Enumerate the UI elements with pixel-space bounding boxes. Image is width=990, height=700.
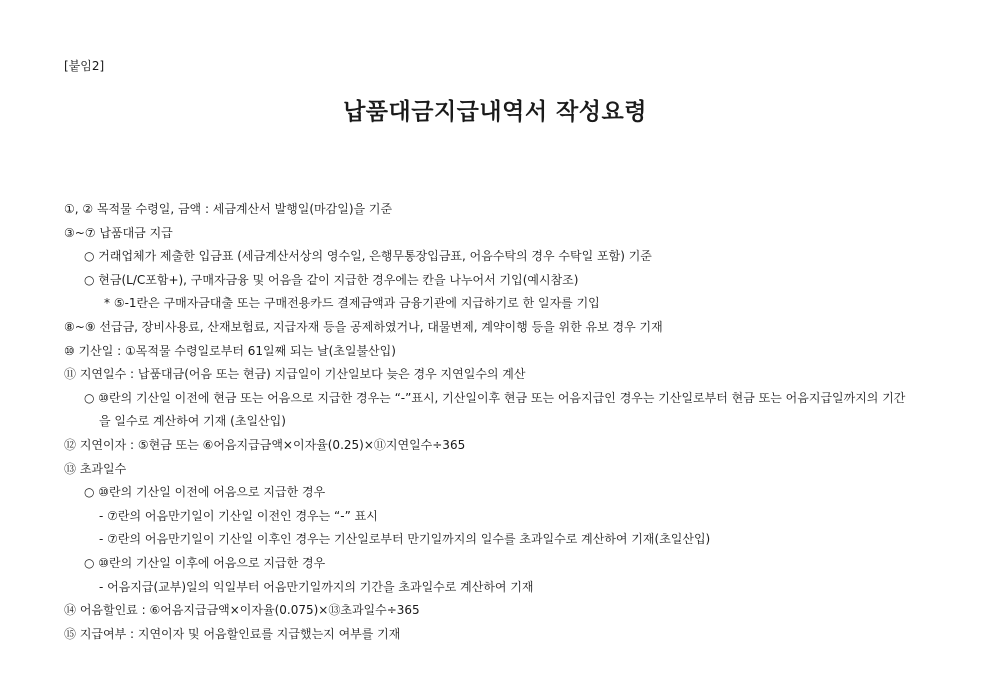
instruction-list: [64, 198, 954, 646]
attachment-label: [붙임2]: [64, 59, 105, 73]
instruction-line-10: 을 일수로 계산하여 기재 (초일산입): [99, 414, 286, 429]
instruction-line-1: ①, ② 목적물 수령일, 금액 : 세금계산서 발행일(마감일)을 기준: [64, 202, 393, 216]
instruction-line-16: ○ ⑩란의 기산일 이후에 어음으로 지급한 경우: [84, 555, 326, 570]
document-title: 납품대금지급내역서 작성요령: [343, 99, 647, 125]
instruction-line-7: ⑩ 기산일 : ①목적물 수령일로부터 61일째 되는 날(초일불산입): [64, 343, 396, 358]
instruction-note-line: * ⑤-1란은 구매자금대출 또는 구매전용카드 결제금액과 금융기관에 지급하기로 한 일자를 기입: [104, 296, 600, 311]
instruction-line-13: ○ ⑩란의 기산일 이전에 어음으로 지급한 경우: [84, 485, 326, 500]
instruction-line-15: - ⑦란의 어음만기일이 기산일 이후인 경우는 기산일로부터 만기일까지의 일수를 초과일수로 계산하여 기재(초일산입): [99, 532, 711, 547]
instruction-line-12: ⑬ 초과일수: [64, 461, 127, 476]
instruction-line-9: ○ ⑩란의 기산일 이전에 현금 또는 어음으로 지급한 경우는 “-”표시, 기산일이후 현금 또는 어음지급인 경우는 기산일로부터 현금 또는 어음지급일까지의 기간: [84, 390, 906, 405]
instruction-line-14: - ⑦란의 어음만기일이 기산일 이전인 경우는 “-” 표시: [99, 508, 378, 523]
instruction-line-4: ○ 현금(L/C포함+), 구매자금융 및 어음을 같이 지급한 경우에는 칸을 나누어서 기입(예시참조): [84, 272, 579, 287]
instruction-line-19: ⑮ 지급여부 : 지연이자 및 어음할인료를 지급했는지 여부를 기재: [64, 626, 401, 641]
instruction-line-2: ③~⑦ 납품대금 지급: [64, 225, 173, 240]
instruction-line-18: ⑭ 어음할인료 : ⑥어음지급금액×이자율(0.075)×⑬초과일수÷365: [64, 603, 420, 618]
instruction-line-6: ⑧~⑨ 선급금, 장비사용료, 산재보험료, 지급자재 등을 공제하였거나, 대물변제, 계약이행 등을 위한 유보 경우 기재: [64, 319, 663, 334]
instruction-line-11: ⑫ 지연이자 : ⑤현금 또는 ⑥어음지급금액×이자율(0.25)×⑪지연일수÷365: [64, 437, 466, 452]
instruction-line-3: ○ 거래업체가 제출한 입금표 (세금계산서상의 영수일, 은행무통장입금표, 어음수탁의 경우 수탁일 포함) 기준: [84, 249, 652, 264]
instruction-line-8: ⑪ 지연일수 : 납품대금(어음 또는 현금) 지급일이 기산일보다 늦은 경우 지연일수의 계산: [64, 367, 526, 382]
instruction-line-17: - 어음지급(교부)일의 익일부터 어음만기일까지의 기간을 초과일수로 계산하여 기재: [99, 579, 534, 594]
